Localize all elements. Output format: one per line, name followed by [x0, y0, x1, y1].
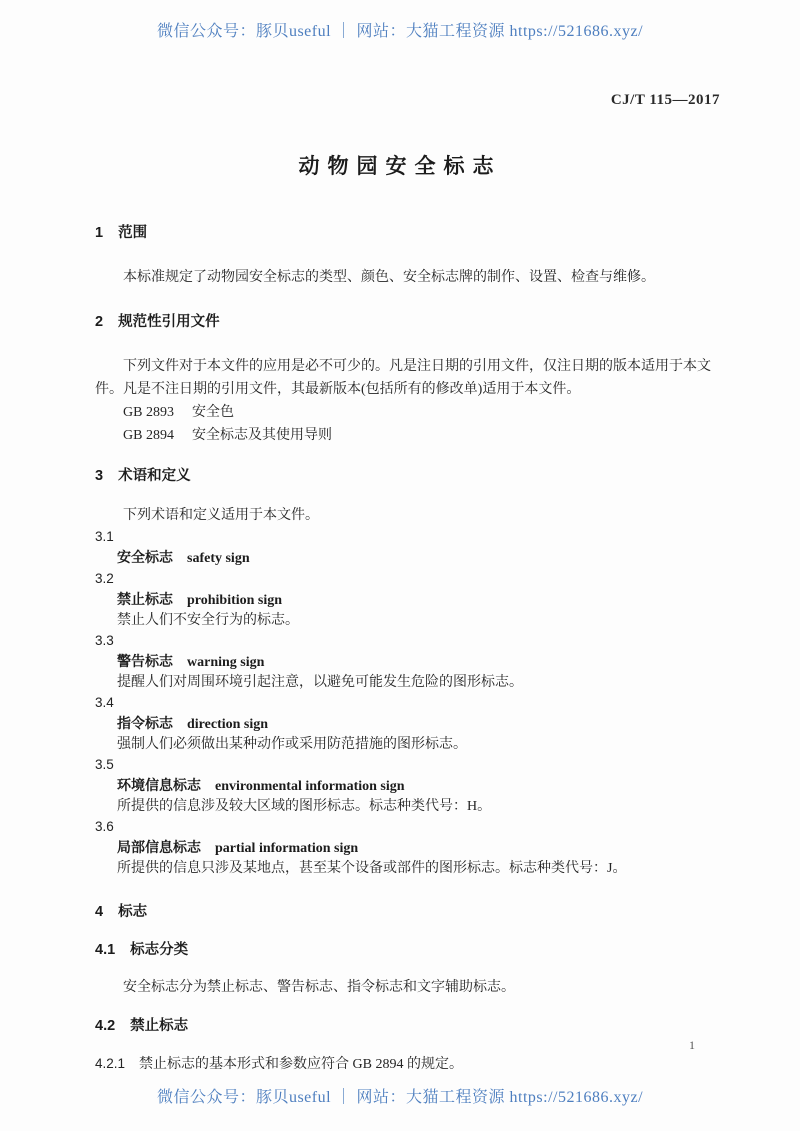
watermark-footer-text: 微信公众号：豚贝useful ｜ 网站：大猫工程资源 https://521686.xyz/: [156, 1089, 644, 1106]
term-number: 3.4: [95, 695, 114, 710]
watermark-header-text: 微信公众号：豚贝useful ｜ 网站：大猫工程资源 https://521686.xyz/: [156, 23, 644, 40]
term-definition: 禁止人们不安全行为的标志。: [117, 613, 299, 628]
term-chinese: 安全标志: [117, 549, 173, 565]
term-english: safety sign: [187, 551, 250, 566]
reference-code: GB 2893: [123, 405, 174, 420]
section-title: 规范性引用文件: [118, 314, 220, 330]
page-number: 1: [689, 1038, 695, 1052]
section-heading-3: [95, 465, 721, 487]
term-english: prohibition sign: [187, 593, 283, 608]
section-title: 范围: [118, 225, 148, 241]
document-body: [95, 214, 721, 1076]
term-definition: 所提供的信息只涉及某地点，甚至某个设备或部件的图形标志。标志种类代号：J。: [117, 861, 627, 876]
section-title: 标志: [118, 904, 148, 920]
term-chinese: 禁止标志: [117, 591, 173, 607]
section-number: 4: [95, 904, 104, 920]
term-number: 3.5: [95, 757, 114, 772]
term-number: 3.1: [95, 529, 114, 544]
scope-paragraph: 本标准规定了动物园安全标志的类型、颜色、安全标志牌的制作、设置、检查与维修。: [123, 270, 655, 285]
term-chinese: 局部信息标志: [117, 839, 201, 855]
standard-number: CJ/T 115—2017: [610, 92, 720, 108]
reference-item: [95, 424, 721, 447]
subsection-heading-4-2: [95, 1015, 721, 1037]
term-entry: [95, 713, 721, 735]
section-number: 2: [95, 314, 104, 330]
term-english: direction sign: [187, 717, 269, 732]
reference-item: [95, 401, 721, 424]
section-number: 4.2: [95, 1018, 116, 1034]
term-number: 3.2: [95, 571, 114, 586]
term-english: environmental information sign: [215, 779, 405, 794]
term-number: 3.6: [95, 819, 114, 834]
section-heading-1: [95, 222, 721, 244]
term-number: 3.3: [95, 633, 114, 648]
term-entry: [95, 837, 721, 859]
sign-classification-paragraph: 安全标志分为禁止标志、警告标志、指令标志和文字辅助标志。: [123, 980, 515, 995]
terms-intro-paragraph: 下列术语和定义适用于本文件。: [123, 508, 319, 523]
reference-code: GB 2894: [123, 428, 174, 443]
term-entry: [95, 589, 721, 611]
section-heading-2: [95, 311, 721, 333]
term-english: partial information sign: [215, 841, 359, 856]
clause-text: 禁止标志的基本形式和参数应符合 GB 2894 的规定。: [139, 1057, 463, 1072]
clause-number: 4.2.1: [95, 1056, 126, 1071]
term-english: warning sign: [187, 655, 265, 670]
reference-name: 安全色: [191, 405, 234, 420]
clause-4-2-1: [95, 1053, 721, 1076]
term-chinese: 环境信息标志: [117, 777, 201, 793]
section-title: 标志分类: [130, 942, 189, 958]
section-title: 术语和定义: [118, 468, 191, 484]
term-chinese: 警告标志: [117, 653, 173, 669]
section-number: 3: [95, 468, 104, 484]
watermark-footer: [0, 1084, 800, 1107]
term-definition: 提醒人们对周围环境引起注意，以避免可能发生危险的图形标志。: [117, 675, 523, 690]
section-number: 4.1: [95, 942, 116, 958]
section-number: 1: [95, 225, 104, 241]
subsection-heading-4-1: [95, 939, 721, 961]
term-entry: [95, 651, 721, 673]
reference-name: 安全标志及其使用导则: [191, 428, 332, 443]
section-title: 禁止标志: [130, 1018, 189, 1034]
document-title: 动物园安全标志: [298, 155, 502, 178]
watermark-header: [0, 18, 800, 41]
term-definition: 强制人们必须做出某种动作或采用防范措施的图形标志。: [117, 737, 467, 752]
normative-references-paragraph: 下列文件对于本文件的应用是必不可少的。凡是注日期的引用文件，仅注日期的版本适用于本文件。凡是不注日期的引用文件，其最新版本(包括所有的修改单)适用于本文件。: [95, 359, 711, 397]
term-definition: 所提供的信息涉及较大区域的图形标志。标志种类代号：H。: [117, 799, 492, 814]
term-entry: [95, 547, 721, 569]
term-chinese: 指令标志: [117, 715, 173, 731]
section-heading-4: [95, 901, 721, 923]
term-entry: [95, 775, 721, 797]
